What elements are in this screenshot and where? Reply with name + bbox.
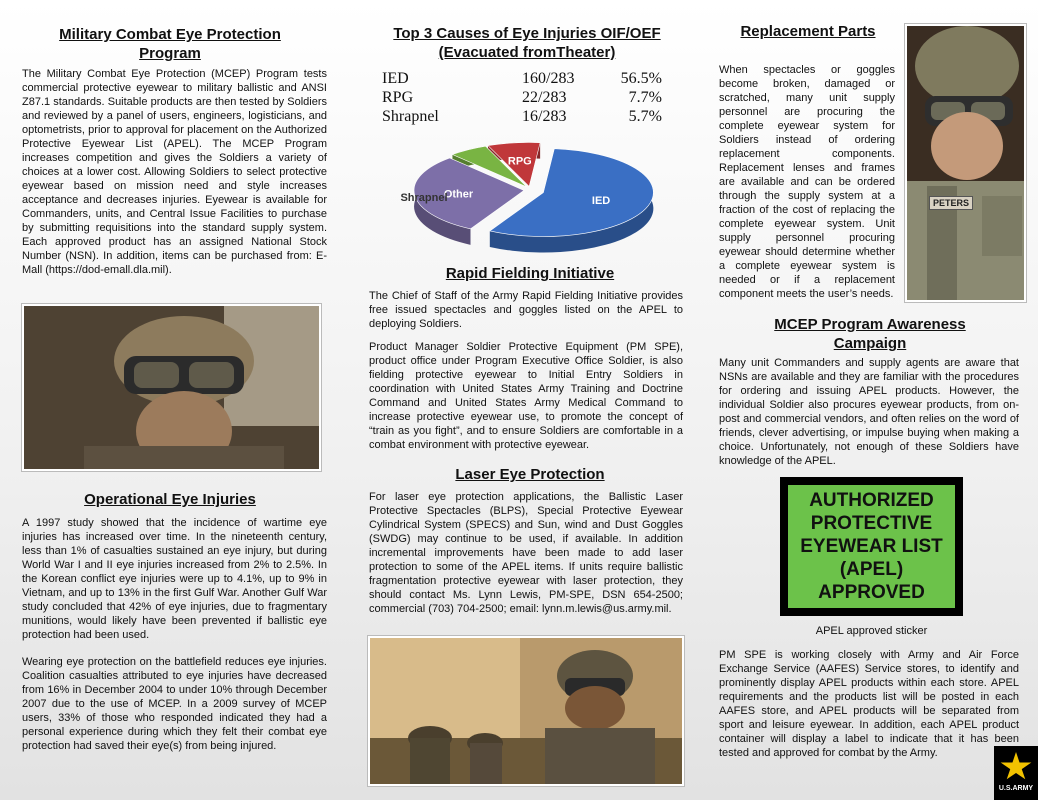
cause-row-rpg	[382, 89, 672, 109]
soldier-goggles-illustration	[24, 306, 321, 471]
rfi-paragraph-1: The Chief of Staff of the Army Rapid Fielding Initiative provides free issued spectacles and goggles listed on the APEL to deploying Soldiers.	[369, 290, 683, 330]
soldiers-patrol-photo	[368, 636, 684, 786]
army-star-icon	[1000, 752, 1032, 782]
ops-paragraph-2: Wearing eye protection on the battlefield reduces eye injuries. Coalition casualties attributed to eye injuries have decreased from 16% in December 2004 to under 10% through December 2007 due to the use of MCEP. In a 2009 survey of MCEP users, 33% of those who responded indicated they had a personal experience during which they felt their combat eye protection had saved their eye(s) from being injured.	[22, 656, 327, 752]
us-army-logo	[994, 746, 1038, 800]
pie-label-shrapnel: Shrapnel	[400, 192, 448, 204]
rfi-heading: Rapid Fielding Initiative	[445, 265, 615, 282]
mcep-heading: Military Combat Eye Protection Program	[59, 26, 281, 62]
name-tape: PETERS	[929, 196, 973, 210]
cause-name: IED	[382, 70, 409, 87]
cause-pct: 56.5%	[620, 70, 662, 87]
soldiers-patrol-illustration	[370, 638, 684, 786]
cause-pct: 7.7%	[628, 89, 662, 106]
apel-sticker	[780, 477, 963, 616]
laser-paragraph: For laser eye protection applications, the Ballistic Laser Protective Spectacles (BLPS), Special Protective Eyewear Cylindrical System (SPECS) and Sun, wind and Dust Goggles (SWDG) may continue to be used, if available. In addition incremental improvements have been made to add laser protection to some of the APEL items. If units require ballistic fragmentation protective eyewear with laser protection, they should contact Ms. Lynn Lewis, PM-SPE, DSN 654-2500; commercial (703) 704-2500; email: lynn.m.lewis@us.army.mil.	[369, 491, 683, 615]
cause-name: Shrapnel	[382, 108, 439, 125]
pie-label-ied: IED	[591, 194, 611, 207]
ops-heading: Operational Eye Injuries	[84, 491, 256, 508]
awareness-paragraph: Many unit Commanders and supply agents are aware that NSNs are available and they are familiar with the procedures for ordering and issuing APEL products. However, the individual Soldier also procures eyewear products, from on-post and commercial vendors, and often relies on the word of friends, clever advertising, or impulse buying when making a choice. Unfortunately, not enough of these Soldiers have knowledge of the APEL.	[719, 357, 1019, 467]
cause-count: 22/283	[522, 89, 567, 106]
cause-name: RPG	[382, 89, 414, 106]
army-logo-text: U.S.ARMY	[998, 785, 1034, 792]
sticker-caption: APEL approved sticker	[815, 625, 928, 637]
parts-heading: Replacement Parts	[740, 23, 876, 40]
soldier-goggles-photo	[22, 304, 321, 471]
laser-heading: Laser Eye Protection	[455, 466, 605, 483]
ops-paragraph-1: A 1997 study showed that the incidence of wartime eye injuries has increased over time. In the nineteenth century, less than 1% of casualties sustained an eye injury, but during World War I and II eye injuries increased from 2% to 2.5%. In the Korean conflict eye injuries were up to 4.1%, up to 9% in Vietnam, and up to 13% in the first Gulf War. Another Gulf War study concluded that 42% of eye injuries, due to fragmentary munitions, would likely have been prevented if ballistic eye protection had been used.	[22, 517, 327, 641]
awareness-heading: MCEP Program Awareness Campaign	[774, 316, 966, 352]
pie-label-rpg: RPG	[507, 155, 532, 168]
soldier-portrait-photo	[905, 24, 1026, 302]
cause-count: 16/283	[522, 108, 567, 125]
cause-row-ied	[382, 70, 672, 90]
mcep-paragraph: The Military Combat Eye Protection (MCEP) Program tests commercial protective eyewear to military ballistic and ANSI Z87.1 standards. Suitable products are then tested by Soldiers and reviewed by a panel of users, engineers, logisticians, and optometrists, prior to approval for placement on the Authorized Protective Eyewear List (APEL). The MCEP Program increases competition and gives the Soldiers a variety of choices at a lower cost. Allowing Soldiers to select protective eyewear based on mission need and style increases acceptance and decreases injuries. Eyewear is available for Commanders, units, and Central Issue Facilities to purchase by submitting requisitions into the standard supply system. Each approved product has an assigned National Stock Number (NSN). In addition, items can be purchased from: E-Mall (https://dod-emall.dla.mil).	[22, 68, 327, 276]
cause-count: 160/283	[522, 70, 575, 87]
soldier-portrait-illustration	[907, 26, 1026, 302]
rfi-paragraph-2: Product Manager Soldier Protective Equipment (PM SPE), product office under Program Executive Office Soldier, is also fielding protective eyewear to Initial Entry Soldiers in coordination with United States Army Training and Doctrine Command and United States Army Medical Command to increase protective eyewear use, to promote the concept of “train as you fight”, and to ensure Soldiers are comfortable in a combat environment with protective eyewear.	[369, 341, 683, 451]
causes-heading: Top 3 Causes of Eye Injuries OIF/OEF (Evacuated fromTheater)	[393, 25, 661, 61]
parts-paragraph: When spectacles or goggles become broken, damaged or scratched, many unit supply personnel are procuring the complete eyewear system for Soldiers instead of ordering replacement components. Replacement lenses and frames are available and can be ordered through the supply system at a fraction of the cost of replacing the complete eyewear system. Unit supply personnel procuring eyewear should determine whether a complete eyewear system is needed or if a replacement component meets the user’s needs.	[719, 64, 895, 300]
apel-sticker-text: AUTHORIZED PROTECTIVE EYEWEAR LIST (APEL) APPROVED	[788, 485, 955, 608]
injury-causes-pie-chart	[382, 132, 682, 267]
cause-pct: 5.7%	[628, 108, 662, 125]
cause-row-shrapnel	[382, 108, 672, 128]
aafes-paragraph: PM SPE is working closely with Army and Air Force Exchange Service (AAFES) Service stores, to identify and prominently display APEL products within each store. APEL requirements and the products list will be posted in each AAFES store, and APEL products will be separated from sport and leisure eyewear. In addition, each APEL product container will display a label to indicate that it has been tested and approved for combat by the Army.	[719, 649, 1019, 759]
pie-label-other: Other	[443, 188, 474, 201]
